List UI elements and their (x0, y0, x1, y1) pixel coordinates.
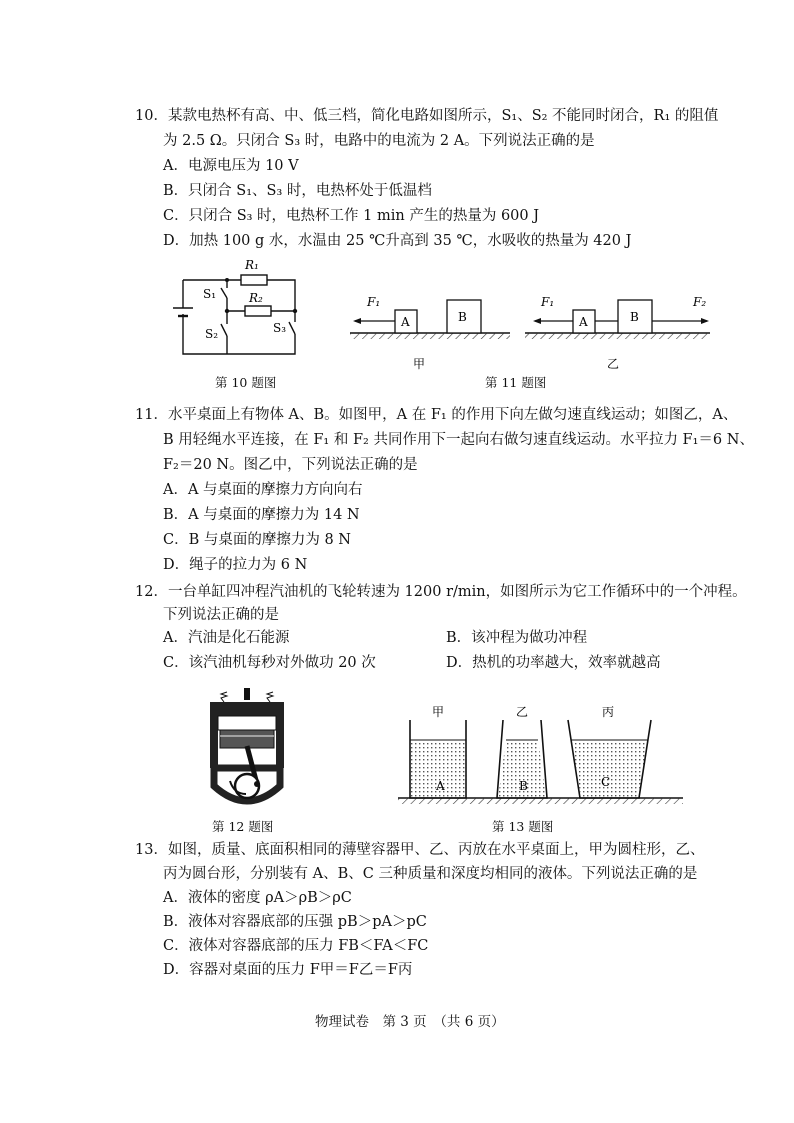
q12-option-b: B．该冲程为做功冲程 (446, 630, 588, 646)
q10-option-b: B．只闭合 S₁、S₃ 时，电热杯处于低温档 (163, 183, 432, 199)
label-f1-yi: F₁ (541, 295, 555, 309)
q12-option-d: D．热机的功率越大，效率就越高 (446, 655, 661, 671)
q10-stem-line2: 为 2.5 Ω。只闭合 S₃ 时，电路中的电流为 2 A。下列说法正确的是 (163, 133, 595, 149)
label-a-yi: A (579, 315, 588, 329)
label-yi: 乙 (607, 357, 620, 371)
label-s1: S₁ (203, 287, 217, 301)
q10-option-d: D．加热 100 g 水，水温由 25 ℃升高到 35 ℃，水吸收的热量为 420 J (163, 233, 632, 249)
q11-option-b: B．A 与桌面的摩擦力为 14 N (163, 507, 360, 523)
q11-stem-line3: F₂＝20 N。图乙中，下列说法正确的是 (163, 457, 418, 473)
q13-containers-diagram (398, 706, 683, 806)
q10-stem-line1: 10．某款电热杯有高、中、低三档，简化电路如图所示，S₁、S₂ 不能同时闭合，R₁ 的阻值 (135, 108, 719, 124)
label-f1-jia: F₁ (367, 295, 381, 309)
label-s3: S₃ (273, 321, 287, 335)
label-jia: 甲 (413, 357, 426, 371)
label-jia: 甲 (432, 706, 445, 719)
label-b-yi: B (630, 310, 639, 324)
q11-option-d: D．绳子的拉力为 6 N (163, 557, 308, 573)
q13-caption: 第 13 题图 (492, 819, 554, 834)
q11-option-c: C．B 与桌面的摩擦力为 8 N (163, 532, 351, 548)
q10-option-c: C．只闭合 S₃ 时，电热杯工作 1 min 产生的热量为 600 J (163, 208, 540, 224)
q12-option-c: C．该汽油机每秒对外做功 20 次 (163, 655, 376, 671)
label-s2: S₂ (205, 327, 219, 341)
label-f2-yi: F₂ (693, 295, 707, 309)
q11-stem-line1: 11．水平桌面上有物体 A、B。如图甲，A 在 F₁ 的作用下向左做匀速直线运动；如图乙，A、 (135, 407, 738, 423)
q10-option-a: A．电源电压为 10 V (163, 158, 299, 174)
q11-stem-line2: B 用轻绳水平连接，在 F₁ 和 F₂ 共同作用下一起向右做匀速直线运动。水平拉力 F₁＝6 N、 (163, 432, 754, 448)
q12-engine-diagram (202, 686, 292, 812)
label-b-jia: B (458, 310, 467, 324)
q13-option-d: D．容器对桌面的压力 F甲＝F乙＝F丙 (163, 962, 413, 978)
label-b: B (519, 779, 528, 793)
q13-option-b: B．液体对容器底部的压强 pB＞pA＞pC (163, 914, 427, 930)
q11-option-a: A．A 与桌面的摩擦力方向向右 (163, 482, 363, 498)
label-r2: R₂ (249, 291, 263, 305)
label-bing: 丙 (602, 706, 615, 719)
q12-caption: 第 12 题图 (212, 819, 274, 834)
label-a-jia: A (401, 315, 410, 329)
q13-option-c: C．液体对容器底部的压力 FB＜FA＜FC (163, 938, 429, 954)
q10-caption: 第 10 题图 (215, 375, 277, 390)
q12-option-a: A．汽油是化石能源 (163, 630, 290, 646)
q13-stem-line2: 丙为圆台形，分别装有 A、B、C 三种质量和深度均相同的液体。下列说法正确的是 (163, 866, 698, 882)
label-c: C (601, 775, 611, 789)
q13-option-a: A．液体的密度 ρA＞ρB＞ρC (163, 890, 352, 906)
q12-stem-line1: 12．一台单缸四冲程汽油机的飞轮转速为 1200 r/min，如图所示为它工作循环中的一个冲程。 (135, 584, 747, 600)
q10-circuit-diagram (165, 256, 315, 366)
page-footer: 物理试卷 第 3 页 （共 6 页） (315, 1014, 505, 1030)
label-yi: 乙 (516, 706, 529, 719)
label-a: A (436, 779, 445, 793)
q11-force-diagram (345, 288, 725, 376)
label-r1: R₁ (245, 258, 259, 272)
q11-caption: 第 11 题图 (485, 375, 547, 390)
q12-stem-line2: 下列说法正确的是 (163, 607, 279, 623)
q13-stem-line1: 13．如图，质量、底面积相同的薄壁容器甲、乙、丙放在水平桌面上，甲为圆柱形，乙、 (135, 842, 705, 858)
